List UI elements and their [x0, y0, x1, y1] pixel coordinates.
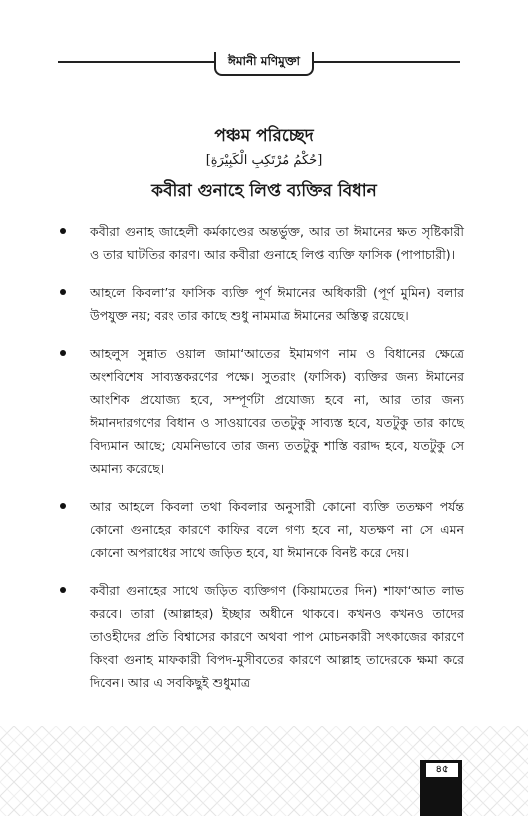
list-item-text: আহলে কিবলা’র ফাসিক ব্যক্তি পূর্ণ ঈমানের অধিকারী (পূর্ণ মুমিন) বলার উপযুক্ত নয়; বরং তার কাছে শুধু নামমাত্র ঈমানের অস্তিত্ব রয়েছে।: [90, 285, 464, 323]
list-item: [60, 220, 464, 266]
header-rule-right: [310, 61, 460, 63]
bullet-icon: [60, 228, 66, 234]
bullet-icon: [60, 289, 66, 295]
list-item: [60, 579, 464, 694]
list-item: [60, 281, 464, 327]
list-item: [60, 495, 464, 564]
running-header: ঈমানী মণিমুক্তা: [214, 52, 314, 76]
bullet-icon: [60, 350, 66, 356]
chapter-title: পঞ্চম পরিচ্ছেদ: [214, 126, 314, 146]
list-item-text: কবীরা গুনাহের সাথে জড়িত ব্যক্তিগণ (কিয়ামতের দিন) শাফা‘আত লাভ করবে। তারা (আল্লাহর) ইচ্ছার অধীনে থাকবে। কখনও কখনও তাদের তাওহীদের প্রতি বিশ্বাসের কারণে অথবা পাপ মোচনকারী সৎকাজের কারণে কিংবা গুনাহ মাফকারী বিপদ-মুসীবতের কারণে আল্লাহ তাদেরকে ক্ষমা করে দিবেন। আর এ সবকিছুই শুধুমাত্র: [90, 583, 464, 690]
list-item-text: আর আহলে কিবলা তথা কিবলার অনুসারী কোনো ব্যক্তি ততক্ষণ পর্যন্ত কোনো গুনাহের কারণে কাফির বলে গণ্য হবে না, যতক্ষণ না সে এমন কোনো অপরাধের সাথে জড়িত হবে, যা ঈমানকে বিনষ্ট করে দেয়।: [90, 499, 464, 560]
section-title: কবীরা গুনাহে লিপ্ত ব্যক্তির বিধান: [151, 181, 377, 201]
bullet-icon: [60, 503, 66, 509]
list-item-text: কবীরা গুনাহ জাহেলী কর্মকাণ্ডের অন্তর্ভুক্ত, আর তা ঈমানের ক্ষত সৃষ্টিকারী ও তার ঘাটতির কারণ। আর কবীরা গুনাহে লিপ্ত ব্যক্তি ফাসিক (পাপাচারী)।: [90, 224, 464, 262]
list-item-text: আহলুস সুন্নাত ওয়াল জামা‘আতের ইমামগণ নাম ও বিধানের ক্ষেত্রে অংশবিশেষ সাব্যস্তকরণের পক্ষে। সুতরাং (ফাসিক) ব্যক্তির জন্য ঈমানের আংশিক প্রযোজ্য হবে, সম্পূর্ণটা প্রযোজ্য হবে না, আর তার জন্য ঈমানদারগণের বিধান ও সাওয়াবের ততটুকু সাব্যস্ত হবে, যতটুকু তার কাছে বিদ্যমান আছে; যেমনিভাবে তার জন্য ততটুকু শাস্তি বরাদ্দ হবে, যতটুকু সে অমান্য করেছে।: [90, 346, 464, 476]
list-item: [60, 342, 464, 480]
header-rule-left: [58, 61, 214, 63]
page-number: ৪৫: [425, 762, 459, 778]
bullet-icon: [60, 587, 66, 593]
arabic-title: [حُكْمُ مُرْتَكِبِ الْكَبِيْرَةِ]: [205, 153, 323, 168]
bullet-list: [60, 220, 464, 709]
